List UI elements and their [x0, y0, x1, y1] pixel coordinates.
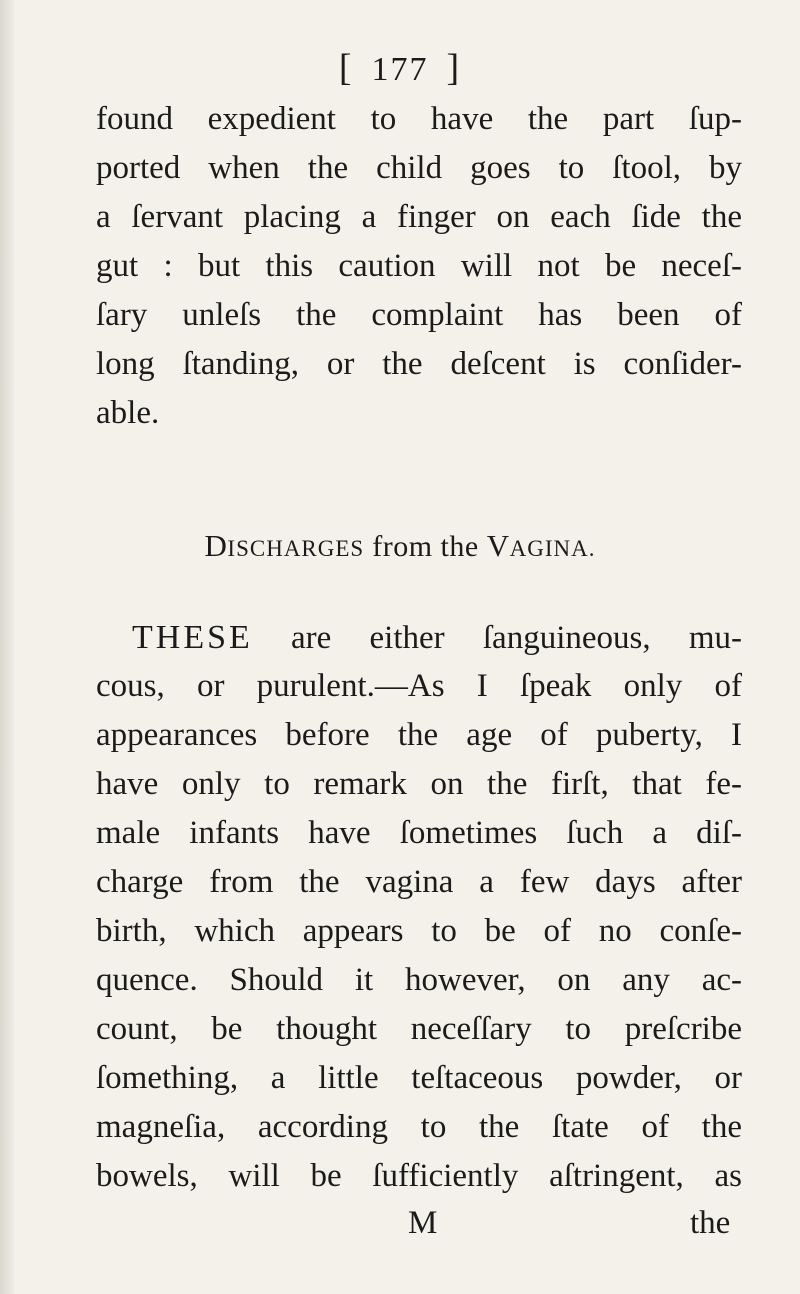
text-line: a ſervant placing a finger on each ſide the [96, 199, 742, 235]
text-line: found expedient to have the part ſup- [96, 101, 742, 137]
running-header [0, 46, 800, 90]
text-line: birth, which appears to be of no conſe- [96, 913, 742, 949]
text-line: ſary unleſs the complaint has been of [96, 297, 742, 333]
text-line: ſomething, a little teſtaceous powder, or [96, 1060, 742, 1096]
text-line: cous, or purulent.—As I ſpeak only of [96, 668, 742, 704]
page-footer [0, 1205, 800, 1255]
text-line: gut : but this caution will not be neceſ- [96, 248, 742, 284]
text-line: count, be thought neceſſary to preſcribe [96, 1011, 742, 1047]
catchword: the [690, 1205, 731, 1241]
text-line-first: THESE are either ſanguineous, mu- [132, 619, 742, 656]
paragraph-continued [96, 95, 742, 438]
text-line: ported when the child goes to ſtool, by [96, 150, 742, 186]
page-gutter-shadow [0, 0, 14, 1294]
opening-word: THESE [132, 619, 253, 656]
text-line: long ſtanding, or the deſcent is conſider- [96, 346, 742, 382]
text-line: have only to remark on the firſt, that fe- [96, 766, 742, 802]
section-heading: DISCHARGES from the VAGINA. [204, 528, 596, 563]
header-bracket-open: [ [338, 47, 354, 89]
text-line: appearances before the age of puberty, I [96, 717, 742, 753]
text-line: quence. Should it however, on any ac- [96, 962, 742, 998]
text-line: able. [96, 395, 160, 431]
text-line: male infants have ſometimes ſuch a diſ- [96, 815, 742, 851]
page-number: 177 [371, 51, 429, 88]
text-line: bowels, will be ſufficiently aſtringent, as [96, 1158, 742, 1194]
header-bracket-close: ] [446, 47, 462, 89]
signature-mark: M [408, 1205, 438, 1241]
paragraph-discharges [96, 613, 742, 1201]
text-line: charge from the vagina a few days after [96, 864, 742, 900]
text-line: magneſia, according to the ſtate of the [96, 1109, 742, 1145]
